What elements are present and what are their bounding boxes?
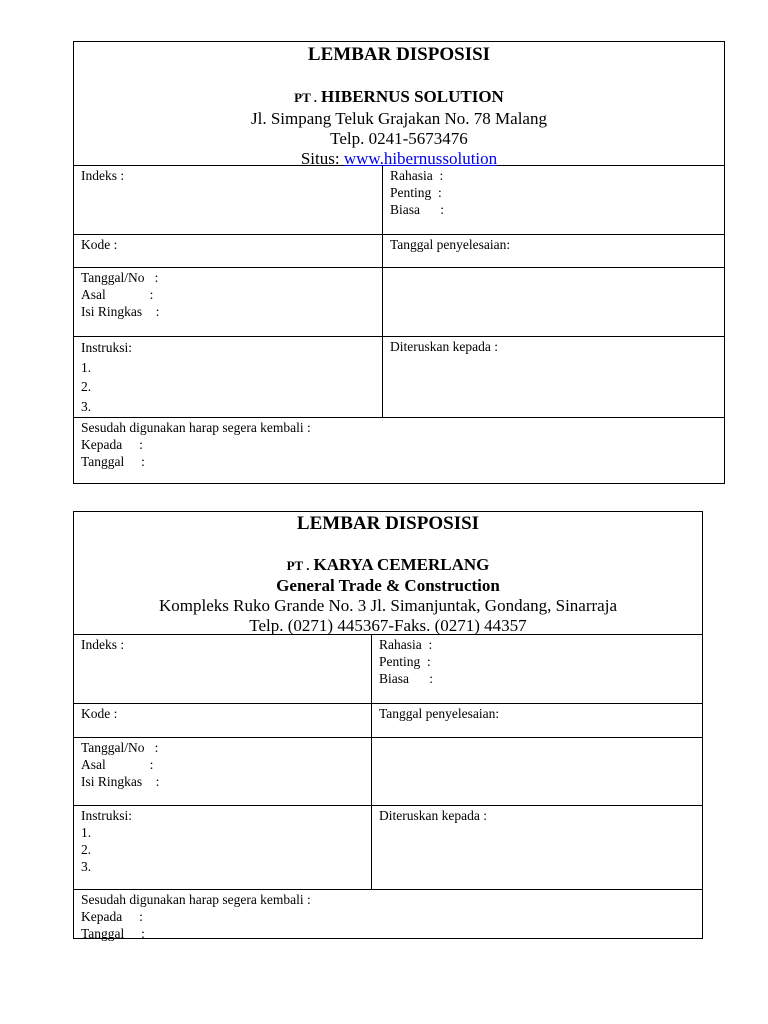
row-surat <box>74 268 724 337</box>
classification-cell <box>383 166 724 234</box>
empty-cell <box>383 268 724 336</box>
diteruskan-cell <box>372 806 702 889</box>
tanggal-penyelesaian-label: Tanggal penyelesaian: <box>390 237 511 252</box>
company-phone: Telp. 0241-5673476 <box>330 129 468 148</box>
indeks-cell <box>74 166 383 234</box>
company-name: KARYA CEMERLANG <box>313 555 490 574</box>
form-header <box>74 512 702 635</box>
row-surat <box>74 738 702 806</box>
form-title: LEMBAR DISPOSISI <box>296 513 480 534</box>
pt-prefix: PT . <box>286 558 310 573</box>
pt-prefix: PT . <box>294 90 318 105</box>
company-address: Kompleks Ruko Grande No. 3 Jl. Simanjuntak, Gondang, Sinarraja <box>159 596 617 615</box>
tanggal-label: Tanggal : <box>81 454 145 469</box>
kode-cell <box>74 704 372 737</box>
company-line <box>74 86 724 109</box>
isi-ringkas-label: Isi Ringkas : <box>81 774 160 789</box>
instruksi-item-3: 3. <box>81 859 92 874</box>
kembali-cell <box>74 890 702 943</box>
instruksi-item-1: 1. <box>81 825 92 840</box>
company-site <box>74 149 724 169</box>
rahasia-label: Rahasia : <box>379 637 433 652</box>
row-kode <box>74 235 724 268</box>
tanggal-penyelesaian-cell <box>372 704 702 737</box>
sesudah-label: Sesudah digunakan harap segera kembali : <box>81 420 311 435</box>
tanggal-no-label: Tanggal/No : <box>81 270 159 285</box>
kembali-cell <box>74 418 724 471</box>
site-link[interactable]: www.hibernussolution <box>343 149 498 168</box>
tanggal-label: Tanggal : <box>81 926 145 941</box>
kode-label: Kode : <box>81 237 118 252</box>
row-kode <box>74 704 702 738</box>
indeks-label: Indeks : <box>81 637 125 652</box>
indeks-label: Indeks : <box>81 168 125 183</box>
disposition-form-hibernus <box>73 41 725 484</box>
tanggal-penyelesaian-cell <box>383 235 724 267</box>
kepada-label: Kepada : <box>81 909 143 924</box>
instruksi-label: Instruksi: <box>81 808 133 823</box>
penting-label: Penting : <box>379 654 431 669</box>
asal-label: Asal : <box>81 757 154 772</box>
company-phone: Telp. (0271) 445367-Faks. (0271) 44357 <box>249 616 527 635</box>
indeks-cell <box>74 635 372 703</box>
row-instruksi <box>74 806 702 890</box>
row-indeks <box>74 166 724 235</box>
instruksi-cell <box>74 337 383 417</box>
company-address: Jl. Simpang Teluk Grajakan No. 78 Malang <box>251 109 547 128</box>
instruksi-item-3: 3. <box>81 398 92 414</box>
asal-label: Asal : <box>81 287 154 302</box>
biasa-label: Biasa : <box>379 671 433 686</box>
diteruskan-label: Diteruskan kepada : <box>379 808 487 823</box>
isi-ringkas-label: Isi Ringkas : <box>81 304 160 319</box>
diteruskan-label: Diteruskan kepada : <box>390 339 498 354</box>
instruksi-cell <box>74 806 372 889</box>
kode-label: Kode : <box>81 706 118 721</box>
biasa-label: Biasa : <box>390 202 444 217</box>
site-label: Situs: <box>300 149 344 168</box>
row-kembali <box>74 418 724 471</box>
surat-cell <box>74 268 383 336</box>
kepada-label: Kepada : <box>81 437 143 452</box>
classification-cell <box>372 635 702 703</box>
rahasia-label: Rahasia : <box>390 168 444 183</box>
company-subtitle: General Trade & Construction <box>276 576 500 595</box>
diteruskan-cell <box>383 337 724 417</box>
row-instruksi <box>74 337 724 418</box>
tanggal-no-label: Tanggal/No : <box>81 740 159 755</box>
empty-cell <box>372 738 702 805</box>
kode-cell <box>74 235 383 267</box>
tanggal-penyelesaian-label: Tanggal penyelesaian: <box>379 706 500 721</box>
company-line <box>74 555 702 576</box>
instruksi-label: Instruksi: <box>81 340 133 355</box>
company-name: HIBERNUS SOLUTION <box>321 87 504 106</box>
penting-label: Penting : <box>390 185 442 200</box>
instruksi-item-2: 2. <box>81 842 92 857</box>
row-indeks <box>74 635 702 704</box>
instruksi-item-2: 2. <box>81 379 92 394</box>
form-title: LEMBAR DISPOSISI <box>307 44 491 65</box>
row-kembali <box>74 890 702 943</box>
sesudah-label: Sesudah digunakan harap segera kembali : <box>81 892 311 907</box>
disposition-form-karya <box>73 511 703 939</box>
form-header <box>74 42 724 166</box>
surat-cell <box>74 738 372 805</box>
instruksi-item-1: 1. <box>81 359 92 375</box>
